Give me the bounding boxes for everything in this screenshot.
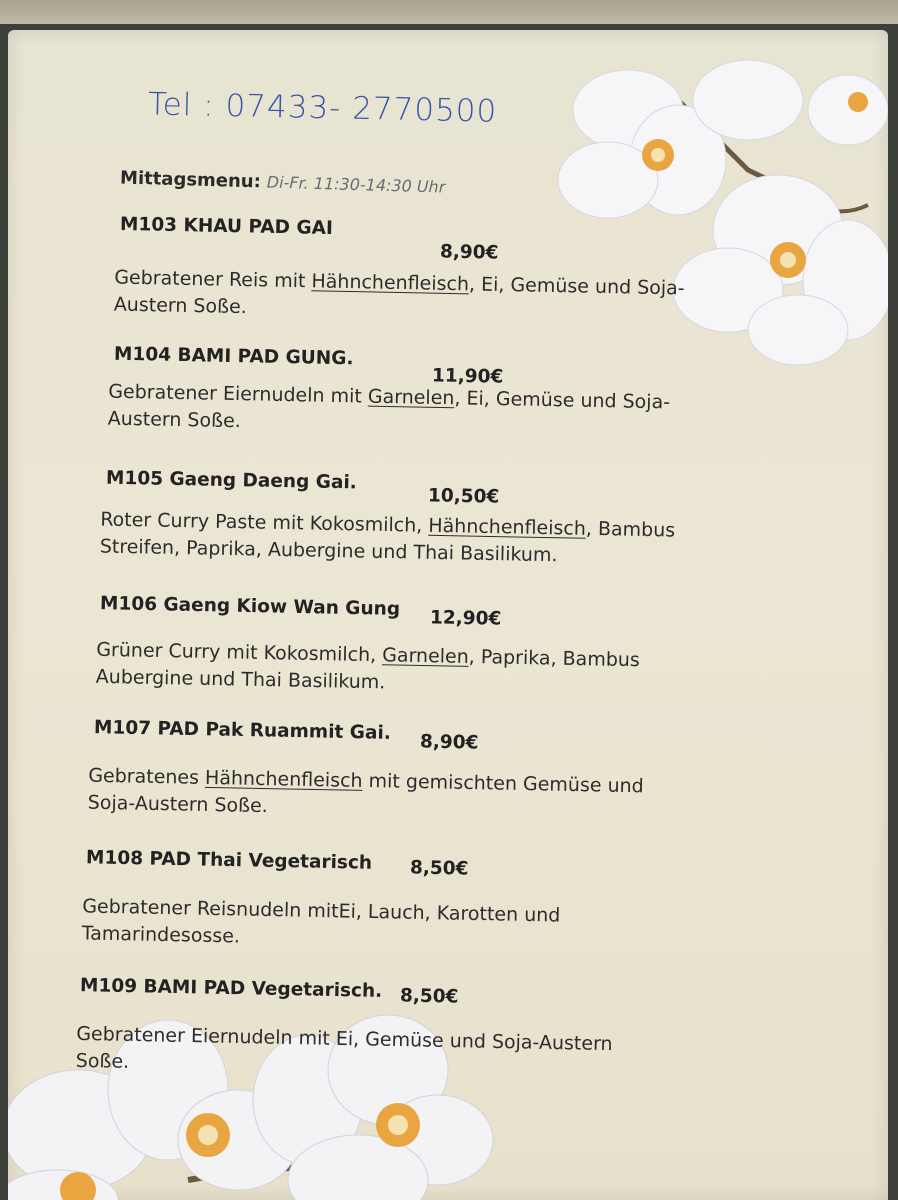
menu-item-price: 10,50€ xyxy=(427,485,500,508)
menu-item-title: M103 KHAU PAD GAI xyxy=(119,213,334,240)
menu-item-description: Roter Curry Paste mit Kokosmilch, Hähnchenfleisch, Bambus Streifen, Paprika, Aubergine und Thai Basilikum. xyxy=(99,508,676,567)
menu-item-title: M108 PAD Thai Vegetarisch xyxy=(85,847,373,874)
menu-item-price: 8,90€ xyxy=(439,241,499,264)
phone-number-handwritten: Tel : 07433- 2770500 xyxy=(147,86,498,130)
menu-item-title: M109 BAMI PAD Vegetarisch. xyxy=(79,975,383,1002)
menu-item-price: 12,90€ xyxy=(429,607,502,630)
menu-item-title: M104 BAMI PAD GUNG. xyxy=(113,343,354,370)
menu-item-price: 8,50€ xyxy=(409,857,469,880)
menu-item-price: 11,90€ xyxy=(431,365,504,388)
menu-page xyxy=(8,30,888,1200)
menu-item-title: M105 Gaeng Daeng Gai. xyxy=(105,467,358,494)
menu-item-description: Grüner Curry mit Kokosmilch, Garnelen, Paprika, Bambus Aubergine und Thai Basilikum. xyxy=(95,638,641,694)
menu-item-price: 8,90€ xyxy=(419,731,479,754)
menu-item-description: Gebratener Eiernudeln mit Garnelen, Ei, Gemüse und Soja- Austern Soße. xyxy=(107,380,671,433)
menu-item-price: 8,50€ xyxy=(399,985,459,1008)
menu-item-title: M107 PAD Pak Ruammit Gai. xyxy=(93,717,392,744)
menu-items xyxy=(8,30,888,1200)
menu-item-description: Gebratener Reis mit Hähnchenfleisch, Ei, Gemüse und Soja- Austern Soße. xyxy=(113,266,685,319)
menu-item-description: Gebratener Reisnudeln mitEi, Lauch, Karotten und Tamarindesosse. xyxy=(81,895,561,948)
menu-item-description: Gebratener Eiernudeln mit Ei, Gemüse und Soja-Austern Soße. xyxy=(75,1022,613,1073)
lunch-hours-handwritten: Di-Fr. 11:30-14:30 Uhr xyxy=(266,172,446,197)
menu-item-description: Gebratenes Hähnchenfleisch mit gemischten Gemüse und Soja-Austern Soße. xyxy=(87,764,644,818)
menu-item-title: M106 Gaeng Kiow Wan Gung xyxy=(99,593,401,620)
lunch-label: Mittagsmenu: xyxy=(119,167,262,193)
